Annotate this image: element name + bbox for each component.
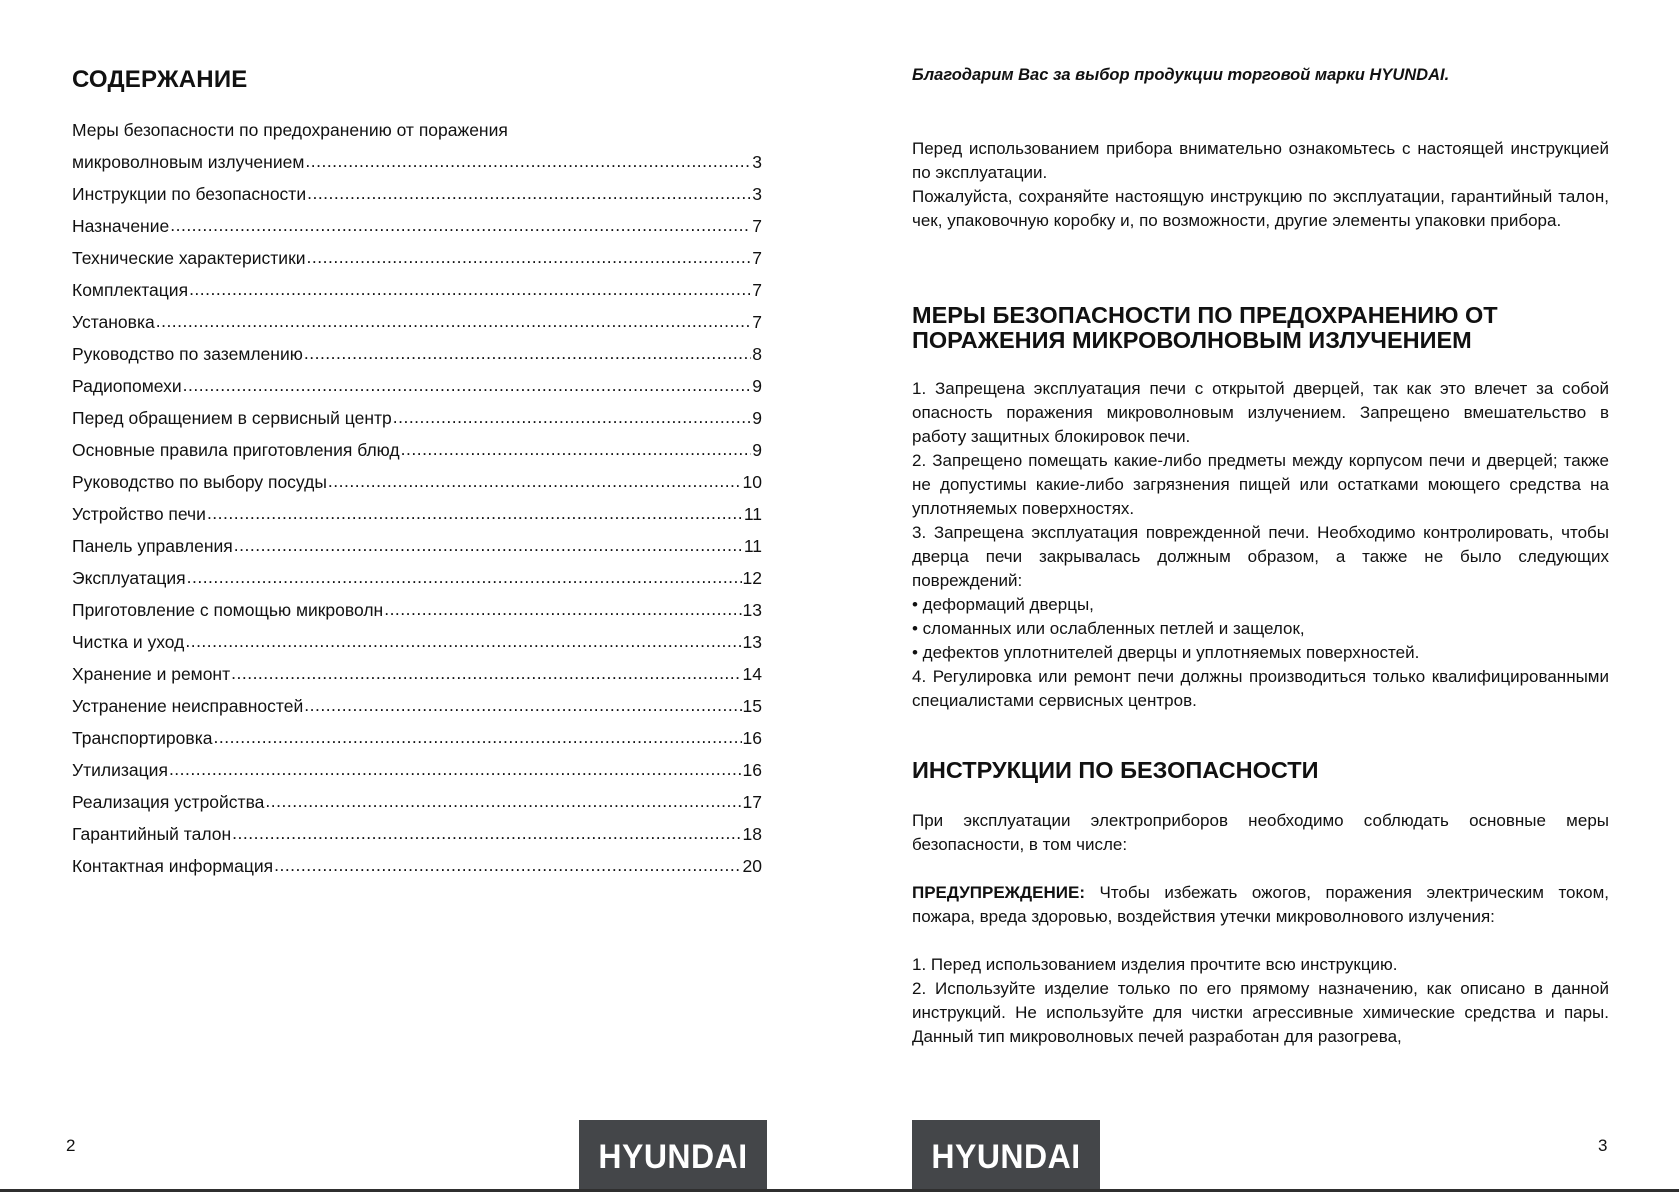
toc-entry-page: 7 (752, 280, 762, 300)
toc-entry (72, 562, 762, 594)
toc-entry (72, 306, 762, 338)
toc-leader-dots (183, 369, 752, 401)
section-title-microwave-safety (912, 303, 1612, 353)
toc-entry (72, 498, 762, 530)
toc-title: СОДЕРЖАНИЕ (72, 66, 248, 93)
safety-paragraph: 4. Регулировка или ремонт печи должны производиться только квалифицированными специалистами сервисных центров. (912, 667, 1609, 710)
thanks-line: Благодарим Вас за выбор продукции торговой марки HYUNDAI. (912, 66, 1450, 84)
brand-logo (579, 1120, 767, 1192)
toc-entry-page: 9 (752, 440, 762, 460)
toc-entry-label: Эксплуатация (72, 568, 186, 588)
brand-logo-text: HYUNDAI (598, 1136, 748, 1175)
toc-entry-label: Руководство по заземлению (72, 344, 303, 364)
toc-entry (72, 274, 762, 306)
safety-intro-block (912, 809, 1609, 857)
toc-entry-label: микроволновым излучением (72, 152, 305, 172)
toc-entry (72, 338, 762, 370)
toc-leader-dots (187, 561, 742, 593)
bullet-item: • деформаций дверцы, (912, 595, 1094, 614)
toc-entry-label: Назначение (72, 216, 170, 236)
toc-entry-page: 7 (752, 216, 762, 236)
toc-leader-dots (401, 433, 752, 465)
toc-entry (72, 594, 762, 626)
toc-entry-label: Руководство по выбору посуды (72, 472, 327, 492)
toc-entry-label: Реализация устройства (72, 792, 265, 812)
toc-entry-label: Приготовление с помощью микроволн (72, 600, 384, 620)
toc-entry (72, 466, 762, 498)
toc-leader-dots (328, 465, 742, 497)
toc-leader-dots (213, 721, 741, 753)
toc-entry-page: 11 (743, 536, 762, 556)
toc-leader-dots (232, 817, 741, 849)
intro-block (912, 137, 1609, 233)
toc-leader-dots (307, 241, 752, 273)
toc-leader-dots (170, 209, 751, 241)
toc-entry-page: 3 (752, 152, 762, 172)
toc-entry-label: Панель управления (72, 536, 233, 556)
toc-entry-label: Устройство печи (72, 504, 206, 524)
toc-entry (72, 402, 762, 434)
warning-label: ПРЕДУПРЕЖДЕНИЕ: (912, 883, 1085, 902)
intro-paragraph: Перед использованием прибора внимательно ознакомьтесь с настоящей инструкцией по эксплуатации. (912, 139, 1609, 182)
toc-entry-page: 9 (752, 376, 762, 396)
toc-leader-dots (304, 337, 751, 369)
toc-entry-page: 8 (752, 344, 762, 364)
toc-entry (72, 242, 762, 274)
toc-entry-label: Хранение и ремонт (72, 664, 231, 684)
brand-logo-text: HYUNDAI (931, 1136, 1081, 1175)
page-number: 2 (66, 1136, 76, 1155)
toc-entry-page: 3 (752, 184, 762, 204)
toc-leader-dots (231, 657, 741, 689)
toc-leader-dots (189, 273, 751, 305)
toc-leader-dots (393, 401, 752, 433)
toc-entry (72, 434, 762, 466)
toc-leader-dots (384, 593, 741, 625)
toc-entry-label: Гарантийный талон (72, 824, 232, 844)
toc-entry-label: Контактная информация (72, 856, 274, 876)
warning-paragraph (912, 881, 1609, 929)
bullet-item: • дефектов уплотнителей дверцы и уплотняемых поверхностей. (912, 643, 1420, 662)
toc-entry (72, 658, 762, 690)
brand-logo (912, 1120, 1100, 1192)
toc-entry (72, 210, 762, 242)
intro-paragraph: Пожалуйста, сохраняйте настоящую инструкцию по эксплуатации, гарантийный талон, чек, упаковочную коробку и, по возможности, другие элементы упаковки прибора. (912, 187, 1609, 230)
warning-text: Чтобы избежать ожогов, поражения электрическим током, пожара, вреда здоровью, воздействия утечки микроволнового излучения: (912, 883, 1609, 926)
toc-entry (72, 690, 762, 722)
table-of-contents (72, 114, 762, 882)
toc-entry (72, 370, 762, 402)
toc-entry-page: 16 (742, 728, 762, 748)
toc-entry-label: Инструкции по безопасности (72, 184, 307, 204)
toc-entry-label: Транспортировка (72, 728, 213, 748)
section-title-safety-instructions: ИНСТРУКЦИИ ПО БЕЗОПАСНОСТИ (912, 757, 1319, 783)
safety-paragraph: 3. Запрещена эксплуатация поврежденной печи. Необходимо контролировать, чтобы дверца печи закрывалась должным образом, а также не было следующих повреждений: (912, 523, 1609, 590)
toc-entry-page: 11 (743, 504, 762, 524)
toc-leader-dots (307, 177, 751, 209)
toc-leader-dots (234, 529, 743, 561)
toc-entry-page: 13 (742, 632, 762, 652)
toc-entry-page: 13 (742, 600, 762, 620)
toc-entry (72, 178, 762, 210)
toc-entry-label: Устранение неисправностей (72, 696, 304, 716)
toc-entry (72, 754, 762, 786)
toc-entry-page: 14 (742, 664, 762, 684)
toc-entry-page: 15 (742, 696, 762, 716)
toc-first-line: Меры безопасности по предохранению от поражения (72, 120, 508, 140)
safety-intro: При эксплуатации электроприборов необходимо соблюдать основные меры безопасности, в том числе: (912, 811, 1609, 854)
page-number: 3 (1598, 1136, 1608, 1155)
toc-entry-page: 7 (752, 248, 762, 268)
toc-entry-page: 7 (752, 312, 762, 332)
warning-block (912, 881, 1609, 929)
toc-entry-label: Утилизация (72, 760, 168, 780)
right-page (835, 0, 1679, 1192)
toc-entry-page: 18 (742, 824, 762, 844)
toc-entry-label: Перед обращением в сервисный центр (72, 408, 392, 428)
toc-leader-dots (156, 305, 752, 337)
toc-leader-dots (185, 625, 741, 657)
toc-entry (72, 722, 762, 754)
toc-entry-label: Установка (72, 312, 155, 332)
bullet-item: • сломанных или ослабленных петлей и защелок, (912, 619, 1305, 638)
toc-entry-label: Комплектация (72, 280, 189, 300)
toc-entry-page: 10 (742, 472, 762, 492)
microwave-safety-block (912, 377, 1609, 713)
toc-entry-label: Радиопомехи (72, 376, 182, 396)
toc-leader-dots (274, 849, 741, 881)
toc-entry (72, 850, 762, 882)
toc-entry-label: Чистка и уход (72, 632, 185, 652)
toc-entry-page: 20 (742, 856, 762, 876)
instructions-block (912, 953, 1609, 1049)
toc-leader-dots (305, 145, 751, 177)
toc-entry (72, 626, 762, 658)
instruction-item: 2. Используйте изделие только по его прямому назначению, как описано в данной инструкций. Не используйте для чистки агрессивные химические средства и пары. Данный тип микроволновых печей разработан для разогрева, (912, 979, 1609, 1046)
instruction-item: 1. Перед использованием изделия прочтите всю инструкцию. (912, 955, 1398, 974)
left-page (0, 0, 835, 1192)
toc-entry-page: 16 (742, 760, 762, 780)
toc-entry-label: Технические характеристики (72, 248, 306, 268)
toc-leader-dots (265, 785, 741, 817)
toc-entry (72, 146, 762, 178)
toc-entry-page: 9 (752, 408, 762, 428)
toc-entry-label: Основные правила приготовления блюд (72, 440, 400, 460)
toc-leader-dots (207, 497, 743, 529)
toc-entry-page: 17 (742, 792, 762, 812)
toc-entry (72, 530, 762, 562)
toc-leader-dots (304, 689, 741, 721)
section-title-line: ПОРАЖЕНИЯ МИКРОВОЛНОВЫМ ИЗЛУЧЕНИЕМ (912, 327, 1472, 353)
toc-entry (72, 818, 762, 850)
toc-entry-page: 12 (742, 568, 762, 588)
toc-leader-dots (169, 753, 742, 785)
section-title-line: МЕРЫ БЕЗОПАСНОСТИ ПО ПРЕДОХРАНЕНИЮ ОТ (912, 302, 1498, 328)
safety-paragraph: 2. Запрещено помещать какие-либо предметы между корпусом печи и дверцей; также не допустимы какие-либо загрязнения пищей или остатками моющего средства на уплотняемых поверхностях. (912, 451, 1609, 518)
safety-paragraph: 1. Запрещена эксплуатация печи с открытой дверцей, так как это влечет за собой опасность поражения микроволновым излучением. Запрещено вмешательство в работу защитных блокировок печи. (912, 379, 1609, 446)
toc-entry (72, 786, 762, 818)
